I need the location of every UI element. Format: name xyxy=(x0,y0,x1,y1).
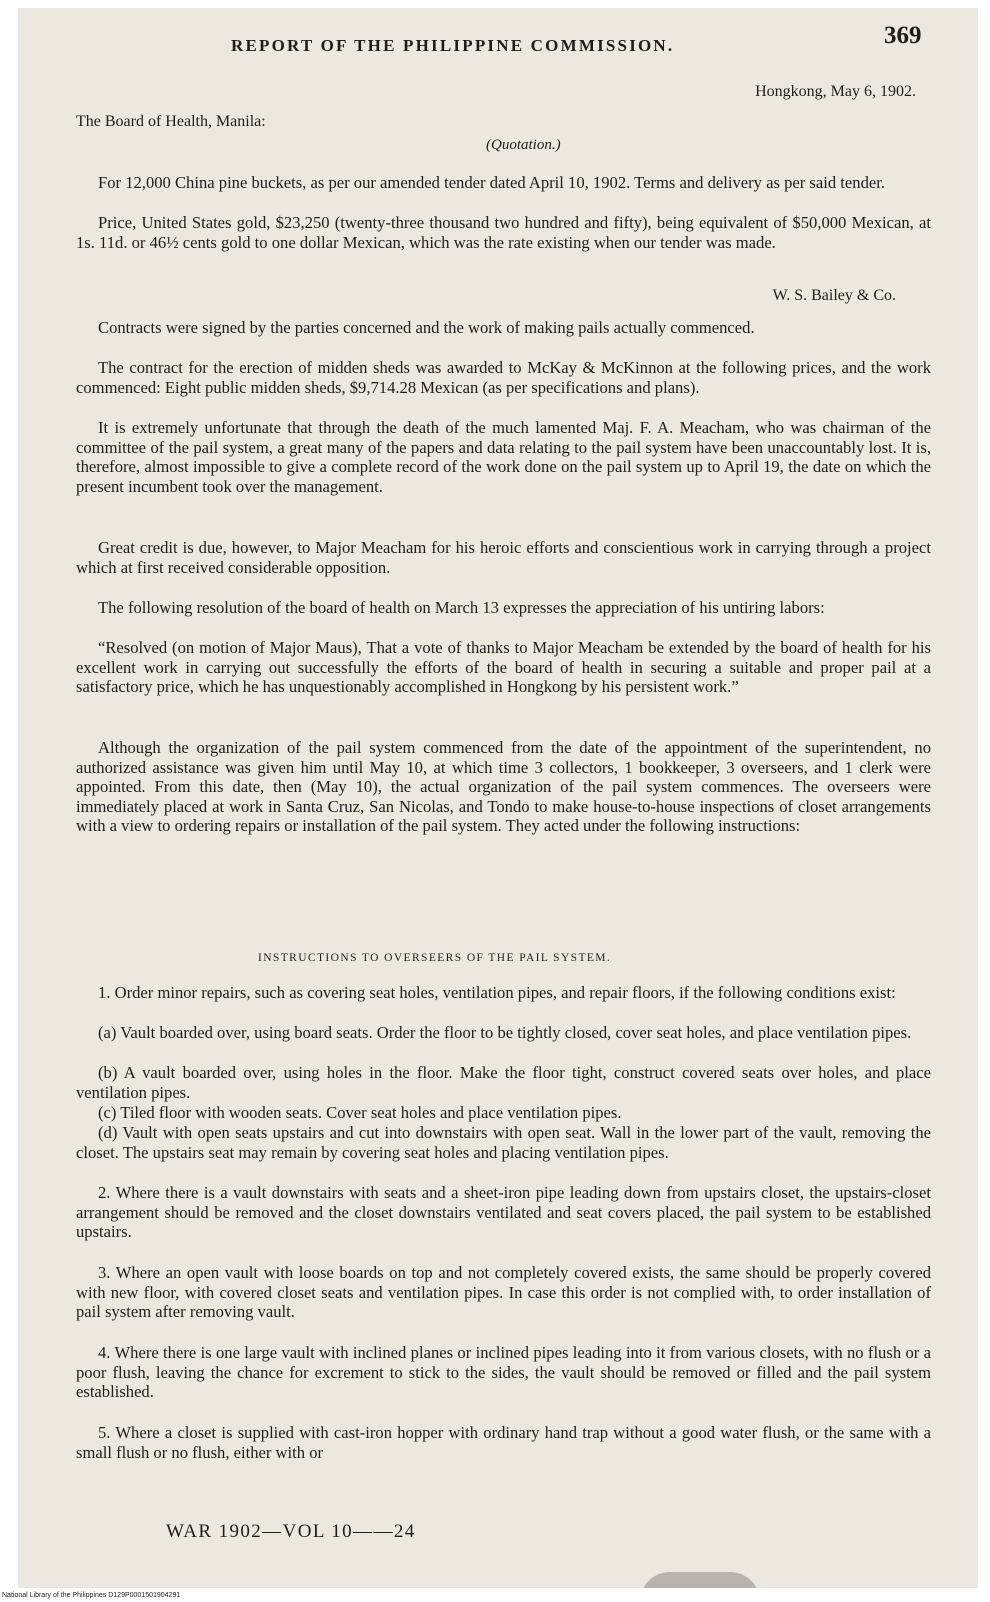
letter-paragraph: Price, United States gold, $23,250 (twenty-three thousand two hundred and fifty), being equivalent of $50,000 Mexican, at 1s. 11d. or 46½ cents gold to one dollar Mexican, which was the rate existing when our tender was made. xyxy=(76,213,931,252)
body-paragraph: The contract for the erection of midden sheds was awarded to McKay & McKinnon at the following prices, and the work commenced: Eight public midden sheds, $9,714.28 Mexican (as per specifications and plans). xyxy=(76,358,931,397)
body-paragraph: The following resolution of the board of health on March 13 expresses the appreciation of his untiring labors: xyxy=(98,598,825,617)
scan-edge xyxy=(0,1588,990,1602)
letter-paragraph: For 12,000 China pine buckets, as per our amended tender dated April 10, 1902. Terms and delivery as per said tender. xyxy=(98,173,885,192)
scan-credit: National Library of the Philippines D129P0001501904291 xyxy=(2,1592,181,1599)
instruction-item: 4. Where there is one large vault with inclined planes or inclined pipes leading into it from various closets, with no flush or a poor flush, leaving the chance for excrement to stick to the sides, the vault should be removed or filled and the pail system established. xyxy=(76,1343,931,1402)
instruction-item: 3. Where an open vault with loose boards on top and not completely covered exists, the same should be properly covered with new floor, with covered closet seats and ventilation pipes. In case this order is not complied with, to order installation of pail system after removing vault. xyxy=(76,1263,931,1322)
body-paragraph: Although the organization of the pail system commenced from the date of the appointment of the superintendent, no authorized assistance was given him until May 10, at which time 3 collectors, 1 bookkeeper, 3 overseers, and 1 clerk were appointed. From this date, then (May 10), the actual organization of the pail system commences. The overseers were immediately placed at work in Santa Cruz, San Nicolas, and Tondo to make house-to-house inspections of closet arrangements with a view to ordering repairs or installation of the pail system. They acted under the following instructions: xyxy=(76,738,931,836)
instruction-item: 2. Where there is a vault downstairs with seats and a sheet-iron pipe leading down from upstairs closet, the upstairs-closet arrangement should be removed and the closet downstairs ventilated and seat covers placed, the pail system to be established upstairs. xyxy=(76,1183,931,1242)
running-header: REPORT OF THE PHILIPPINE COMMISSION. xyxy=(231,36,675,55)
letter-signature: W. S. Bailey & Co. xyxy=(772,287,896,304)
instruction-subitem: (c) Tiled floor with wooden seats. Cover seat holes and place ventilation pipes. xyxy=(98,1103,622,1122)
instruction-item: 1. Order minor repairs, such as covering seat holes, ventilation pipes, and repair floors, if the following conditions exist: xyxy=(98,983,896,1002)
signature-mark: WAR 1902—VOL 10——24 xyxy=(166,1521,416,1542)
scanned-page xyxy=(18,8,978,1594)
letter-addressee: The Board of Health, Manila: xyxy=(76,113,266,130)
resolution-quote: “Resolved (on motion of Major Maus), That a vote of thanks to Major Meacham be extended by the board of health for his excellent work in carrying out successfully the efforts of the board of health in securing a suitable and proper pail at a satisfactory price, which he has unquestionably accomplished in Hongkong by his persistent work.” xyxy=(76,638,931,697)
letter-dateline: Hongkong, May 6, 1902. xyxy=(755,83,916,100)
instruction-subitem: (b) A vault boarded over, using holes in the floor. Make the floor tight, construct covered seats over holes, and place ventilation pipes. xyxy=(76,1063,931,1102)
instruction-subitem: (a) Vault boarded over, using board seats. Order the floor to be tightly closed, cover seat holes, and place ventilation pipes. xyxy=(98,1023,912,1042)
body-paragraph: Great credit is due, however, to Major Meacham for his heroic efforts and conscientious work in carrying through a project which at first received considerable opposition. xyxy=(76,538,931,577)
instruction-item: 5. Where a closet is supplied with cast-iron hopper with ordinary hand trap without a good water flush, or the same with a small flush or no flush, either with or xyxy=(76,1423,931,1462)
body-paragraph: It is extremely unfortunate that through the death of the much lamented Maj. F. A. Meacham, who was chairman of the committee of the pail system, a great many of the papers and data relating to the pail system have been unaccountably lost. It is, therefore, almost impossible to give a complete record of the work done on the pail system up to April 19, the date on which the present incumbent took over the management. xyxy=(76,418,931,496)
quotation-label: (Quotation.) xyxy=(486,137,561,153)
section-heading: INSTRUCTIONS TO OVERSEERS OF THE PAIL SYSTEM. xyxy=(258,952,612,964)
instruction-subitem: (d) Vault with open seats upstairs and cut into downstairs with open seat. Wall in the lower part of the vault, removing the closet. The upstairs seat may remain by covering seat holes and placing ventilation pipes. xyxy=(76,1123,931,1162)
body-paragraph: Contracts were signed by the parties concerned and the work of making pails actually commenced. xyxy=(98,318,755,337)
page-number: 369 xyxy=(884,22,922,49)
